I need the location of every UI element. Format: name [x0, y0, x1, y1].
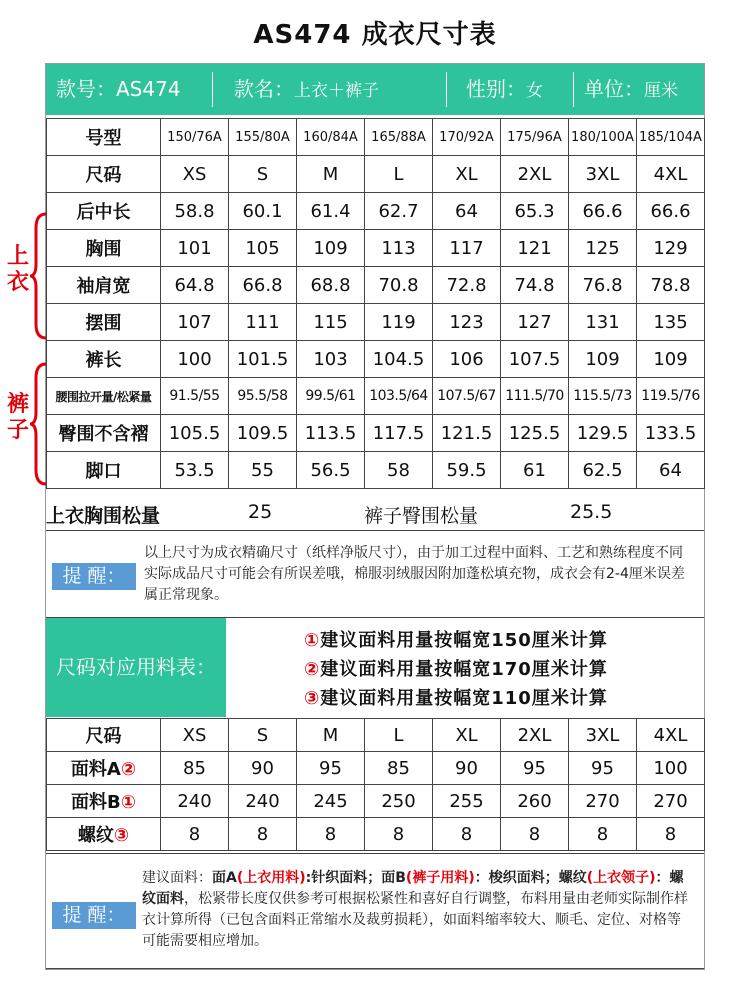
note-part: 螺纹面料 — [142, 870, 684, 907]
fabric-label: 面料B — [71, 792, 121, 813]
note-text — [142, 868, 694, 952]
note-part: 建议面料： — [142, 870, 212, 886]
cell-value: XL — [433, 156, 501, 193]
note-box-1 — [46, 530, 704, 618]
cell-value: 61 — [501, 452, 569, 489]
cell-value: 119.5/76 — [637, 378, 705, 415]
row-label: 脚口 — [47, 452, 161, 489]
cell-value: 95 — [569, 752, 637, 785]
header-bar — [46, 64, 704, 115]
cell-value: 105.5 — [161, 415, 229, 452]
size-header: XL — [433, 719, 501, 752]
size-header: XS — [161, 719, 229, 752]
cell-value: 95 — [501, 752, 569, 785]
cell-value: 135 — [637, 304, 705, 341]
cell-value: 99.5/61 — [297, 378, 365, 415]
cell-value: 270 — [637, 785, 705, 818]
cell-value: 74.8 — [501, 267, 569, 304]
cell-value: 8 — [161, 818, 229, 851]
cell-value: 270 — [569, 785, 637, 818]
fabric-number: ① — [120, 792, 136, 813]
bottom-ease-label: 裤子臀围松量 — [364, 505, 479, 527]
cell-value: 55 — [229, 452, 297, 489]
cell-value: 105 — [229, 230, 297, 267]
size-table-row — [47, 452, 705, 489]
size-table-row — [47, 156, 705, 193]
note-part: (裤子用料) — [405, 870, 475, 886]
row-label: 后中长 — [47, 193, 161, 230]
cell-value: 66.6 — [637, 193, 705, 230]
cell-value: 107 — [161, 304, 229, 341]
cell-value: 131 — [569, 304, 637, 341]
cell-value: 66.6 — [569, 193, 637, 230]
cell-value: 60.1 — [229, 193, 297, 230]
fabric-number: ③ — [113, 825, 130, 846]
cell-value: 85 — [161, 752, 229, 785]
cell-value: 53.5 — [161, 452, 229, 489]
cell-value: 165/88A — [365, 119, 433, 156]
row-label: 尺码 — [47, 719, 161, 752]
cell-value: 101 — [161, 230, 229, 267]
cell-value: 65.3 — [501, 193, 569, 230]
fabric-label: 螺纹 — [77, 825, 114, 846]
size-table-row — [47, 341, 705, 378]
unit-label: 单位： — [584, 77, 644, 101]
cell-value: 8 — [501, 818, 569, 851]
size-table-row — [47, 230, 705, 267]
note-box-2 — [46, 853, 704, 969]
cell-value: 155/80A — [229, 119, 297, 156]
fabric-line-text: 建议面料用量按幅宽150厘米计算 — [320, 630, 608, 651]
row-label — [47, 818, 161, 851]
fabric-line-text: 建议面料用量按幅宽170厘米计算 — [320, 659, 608, 680]
cell-value: 160/84A — [297, 119, 365, 156]
size-header: 3XL — [569, 719, 637, 752]
note-badge: 提 醒： — [52, 902, 136, 929]
cell-value: 240 — [161, 785, 229, 818]
cell-value: 240 — [229, 785, 297, 818]
cell-value: 260 — [501, 785, 569, 818]
cell-value: 125 — [569, 230, 637, 267]
cell-value: L — [365, 156, 433, 193]
cell-value: 58 — [365, 452, 433, 489]
row-label: 号型 — [47, 119, 161, 156]
cell-value: 103 — [297, 341, 365, 378]
cell-value: 119 — [365, 304, 433, 341]
cell-value: 85 — [365, 752, 433, 785]
fabric-number: ② — [120, 759, 137, 780]
size-table-row — [47, 304, 705, 341]
cell-value: 64 — [433, 193, 501, 230]
gender-value: 女 — [526, 81, 543, 101]
style-name-value: 上衣＋裤子 — [294, 81, 379, 101]
fabric-line — [304, 626, 608, 652]
row-label: 裤长 — [47, 341, 161, 378]
note-part: ，松紧带长度仅供参考可根据松紧性和喜好自行调整，布料用量由老师实际制作样衣计算所得（已包含面料正常缩水及裁剪损耗），如面料缩率较大、顺毛、定位、对格等可能需要相应增加。 — [142, 891, 688, 949]
cell-value: 103.5/64 — [365, 378, 433, 415]
fabric-line-number: ② — [304, 659, 321, 680]
cell-value: 8 — [637, 818, 705, 851]
row-label: 尺码 — [47, 156, 161, 193]
cell-value: 62.5 — [569, 452, 637, 489]
cell-value: 121.5 — [433, 415, 501, 452]
cell-value: 8 — [365, 818, 433, 851]
cell-value: 121 — [501, 230, 569, 267]
cell-value: 90 — [433, 752, 501, 785]
cell-value: 8 — [229, 818, 297, 851]
cell-value: 245 — [297, 785, 365, 818]
note-badge: 提 醒： — [52, 563, 136, 590]
gender — [466, 64, 543, 115]
cell-value: 76.8 — [569, 267, 637, 304]
cell-value: 56.5 — [297, 452, 365, 489]
cell-value: 180/100A — [569, 119, 637, 156]
cell-value: 133.5 — [637, 415, 705, 452]
cell-value: 58.8 — [161, 193, 229, 230]
fabric-title: 尺码对应用料表： — [46, 618, 226, 717]
fabric-table-row — [47, 818, 705, 851]
cell-value: 78.8 — [637, 267, 705, 304]
cell-value: 62.7 — [365, 193, 433, 230]
size-header: 4XL — [637, 719, 705, 752]
cell-value: 106 — [433, 341, 501, 378]
top-ease-label: 上衣胸围松量 — [46, 505, 161, 527]
cell-value: 66.8 — [229, 267, 297, 304]
size-header: 2XL — [501, 719, 569, 752]
cell-value: 113.5 — [297, 415, 365, 452]
size-table-row — [47, 119, 705, 156]
fabric-notes — [226, 618, 704, 717]
cell-value: 100 — [637, 752, 705, 785]
cell-value: 150/76A — [161, 119, 229, 156]
row-label: 摆围 — [47, 304, 161, 341]
cell-value: 117.5 — [365, 415, 433, 452]
cell-value: 59.5 — [433, 452, 501, 489]
fabric-label: 面料A — [70, 759, 121, 780]
note-part: ： — [655, 870, 670, 886]
fabric-table-row — [47, 785, 705, 818]
cell-value: 111 — [229, 304, 297, 341]
header-divider — [446, 72, 447, 107]
group-label-bottom — [6, 392, 30, 444]
fabric-line-number: ③ — [304, 688, 321, 709]
note-part: 面B — [381, 870, 406, 886]
style-number: 款号：AS474 — [56, 77, 181, 101]
cell-value: 175/96A — [501, 119, 569, 156]
cell-value: 113 — [365, 230, 433, 267]
cell-value: M — [297, 156, 365, 193]
header-divider — [573, 72, 574, 107]
group-label-top-text: 上衣 — [6, 244, 29, 295]
size-header: L — [365, 719, 433, 752]
cell-value: 129.5 — [569, 415, 637, 452]
cell-value: 2XL — [501, 156, 569, 193]
note-part: (上衣用料) — [236, 870, 306, 886]
cell-value: 3XL — [569, 156, 637, 193]
row-label: 胸围 — [47, 230, 161, 267]
size-table — [46, 118, 705, 489]
size-header: M — [297, 719, 365, 752]
cell-value: 101.5 — [229, 341, 297, 378]
cell-value: S — [229, 156, 297, 193]
cell-value: 104.5 — [365, 341, 433, 378]
header-divider — [212, 72, 213, 107]
group-label-top — [6, 244, 30, 296]
cell-value: 68.8 — [297, 267, 365, 304]
cell-value: 109 — [637, 341, 705, 378]
note-part: 面A — [212, 870, 237, 886]
cell-value: 170/92A — [433, 119, 501, 156]
gender-label: 性别： — [466, 77, 526, 101]
fabric-table-row — [47, 752, 705, 785]
row-label: 臀围不含褶 — [47, 415, 161, 452]
cell-value: 109 — [297, 230, 365, 267]
style-name — [234, 64, 379, 115]
fabric-header-row — [47, 719, 705, 752]
cell-value: XS — [161, 156, 229, 193]
brace-bottom — [28, 362, 48, 486]
size-header: S — [229, 719, 297, 752]
cell-value: 109 — [569, 341, 637, 378]
cell-value: 64.8 — [161, 267, 229, 304]
fabric-line — [304, 655, 608, 681]
ease-row — [46, 494, 704, 530]
unit — [584, 64, 678, 115]
unit-value: 厘米 — [644, 81, 678, 101]
cell-value: 72.8 — [433, 267, 501, 304]
size-table-row — [47, 378, 705, 415]
cell-value: 127 — [501, 304, 569, 341]
note-text: 以上尺寸为成衣精确尺寸（纸样净版尺寸），由于加工过程中面料、工艺和熟练程度不同实际成品尺寸可能会有所误差哦，棉服羽绒服因附加蓬松填充物，成衣会有2-4厘米误差属正常现象。 — [144, 545, 685, 603]
cell-value: 61.4 — [297, 193, 365, 230]
size-table-row — [47, 193, 705, 230]
row-label — [47, 752, 161, 785]
cell-value: 64 — [637, 452, 705, 489]
cell-value: 111.5/70 — [501, 378, 569, 415]
cell-value: 8 — [297, 818, 365, 851]
brace-top — [28, 212, 48, 340]
top-ease-value: 25 — [248, 501, 273, 523]
fabric-line-number: ① — [304, 630, 321, 651]
cell-value: 109.5 — [229, 415, 297, 452]
cell-value: 91.5/55 — [161, 378, 229, 415]
cell-value: 123 — [433, 304, 501, 341]
cell-value: 115.5/73 — [569, 378, 637, 415]
bottom-ease-value: 25.5 — [570, 501, 613, 523]
note-part: 螺纹 — [558, 870, 587, 886]
cell-value: 100 — [161, 341, 229, 378]
size-table-row — [47, 415, 705, 452]
cell-value: 70.8 — [365, 267, 433, 304]
cell-value: 115 — [297, 304, 365, 341]
cell-value: 185/104A — [637, 119, 705, 156]
cell-value: 125.5 — [501, 415, 569, 452]
row-label — [47, 785, 161, 818]
cell-value: 129 — [637, 230, 705, 267]
page-title: AS474 成衣尺寸表 — [253, 20, 497, 50]
cell-value: 107.5 — [501, 341, 569, 378]
cell-value: 4XL — [637, 156, 705, 193]
size-table-row — [47, 267, 705, 304]
cell-value: 95 — [297, 752, 365, 785]
cell-value: 8 — [569, 818, 637, 851]
cell-value: 90 — [229, 752, 297, 785]
note-part: :针织面料； — [305, 870, 382, 886]
cell-value: 107.5/67 — [433, 378, 501, 415]
fabric-line — [304, 684, 608, 710]
cell-value: 95.5/58 — [229, 378, 297, 415]
group-label-bottom-text: 裤子 — [6, 392, 29, 443]
row-label: 腰围拉开量/松紧量 — [47, 378, 161, 415]
cell-value: 255 — [433, 785, 501, 818]
note-part: ：梭织面料； — [474, 870, 559, 886]
note-part: (上衣领子) — [586, 870, 656, 886]
fabric-line-text: 建议面料用量按幅宽110厘米计算 — [320, 688, 608, 709]
cell-value: 8 — [433, 818, 501, 851]
style-name-label: 款名： — [234, 77, 294, 101]
cell-value: 250 — [365, 785, 433, 818]
cell-value: 117 — [433, 230, 501, 267]
row-label: 袖肩宽 — [47, 267, 161, 304]
fabric-table — [46, 718, 705, 851]
